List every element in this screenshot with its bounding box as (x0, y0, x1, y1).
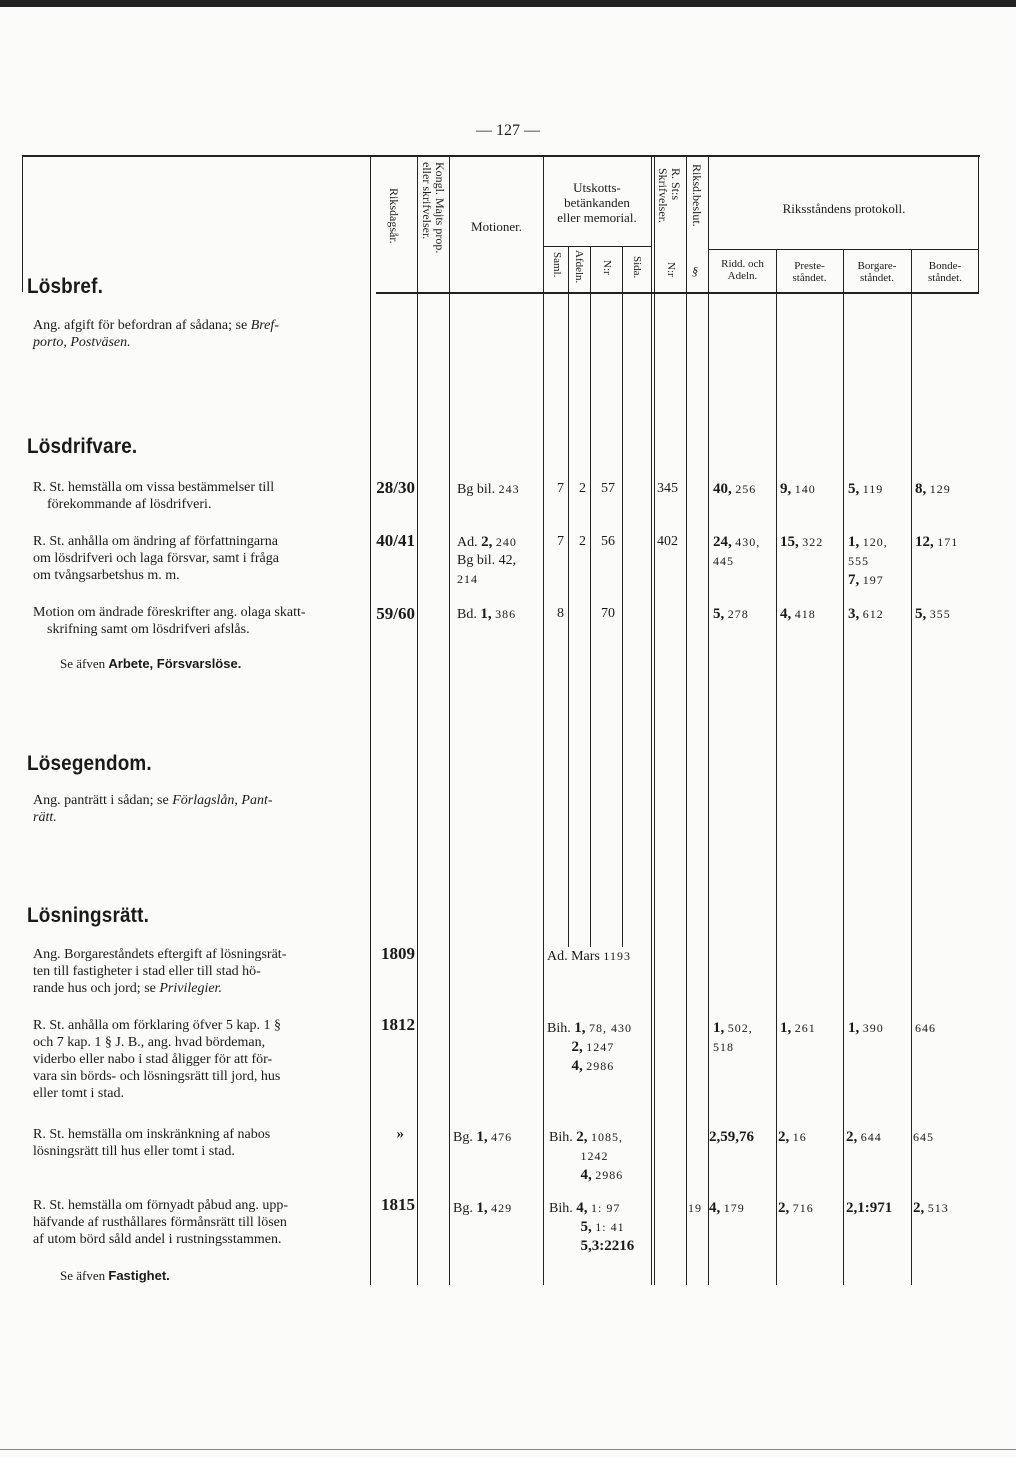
losningsratt-e3-mot-c: 476 (491, 1130, 513, 1144)
losningsratt-e2-utsk-1c: 78, 430 (588, 1021, 632, 1035)
losdrifvare-e2-line2: om lösdrifveri och laga försvar, samt i fråga (33, 551, 279, 566)
col-rule-8 (622, 247, 623, 947)
col-rule-12 (776, 249, 777, 1285)
losdrifvare-e1-rst: 345 (657, 481, 678, 496)
losningsratt-e2-bonde (915, 1019, 936, 1038)
header-borg-line1: Borgare- (857, 260, 897, 272)
losningsratt-e2-utsk (547, 1019, 632, 1076)
losningsratt-e4-prest-a: 2, (778, 1200, 790, 1216)
losdrifvare-e3-line1: Motion om ändrade föreskrifter ang. olaga skatt- (33, 605, 306, 620)
losningsratt-e3-utsk-3a: 4, (580, 1167, 592, 1183)
page-number: — 127 — (476, 122, 540, 139)
top-border (0, 0, 1016, 7)
losdrifvare-entry-3 (33, 604, 367, 638)
losningsratt-e3-bonde (913, 1128, 934, 1147)
losningsratt-e4-ridd-b: 179 (723, 1201, 745, 1215)
header-utskotts (543, 180, 651, 225)
losningsratt-e2-borg-a: 1, (848, 1020, 860, 1036)
section-title-losdrifvare: Lösdrifvare. (27, 435, 138, 458)
losningsratt-e3-line2: lösningsrätt till hus eller tomt i stad. (33, 1144, 235, 1159)
losningsratt-e4-utsk-3: 5,3:2216 (580, 1238, 635, 1254)
losdrifvare-e2-ridd (713, 533, 760, 571)
losdrifvare-e3-borg (848, 605, 884, 624)
losningsratt-e2-utsk-3a: 4, (571, 1058, 583, 1074)
losdrifvare-e2-motion (457, 533, 517, 589)
losdrifvare-e2-ridd-a: 24, (713, 534, 732, 550)
utskotts-sub-rule (543, 246, 651, 247)
col-rule-7 (590, 247, 591, 947)
col-rule-9b (654, 157, 655, 1285)
losningsratt-e3-line1: R. St. hemställa om inskränkning af nabos (33, 1127, 271, 1142)
losningsratt-see-also (60, 1268, 170, 1284)
header-riksd: Riksd.beslut. (690, 164, 704, 227)
losningsratt-e4-borg (846, 1199, 892, 1218)
col-rule-2 (370, 157, 371, 1285)
losegendom-e1-ref: Förlagslån, Pant- (172, 793, 273, 808)
losningsratt-e3-borg (846, 1128, 882, 1147)
losningsratt-e3-mot-a: Bg. (453, 1130, 473, 1145)
losdrifvare-e3-ridd-a: 5, (713, 606, 725, 622)
header-bonde (911, 260, 979, 284)
losningsratt-e4-utsk-2a: 5, (580, 1219, 592, 1235)
losdrifvare-e2-borg-b: 120, (862, 535, 888, 549)
losningsratt-e2-bonde-v: 646 (915, 1021, 936, 1035)
losningsratt-e2-line4: vara sin börds- och lösningsrätt till jord, hus (33, 1069, 281, 1084)
losdrifvare-e3-samt: 8 (557, 606, 564, 621)
losdrifvare-e2-nr: 56 (601, 534, 615, 549)
losningsratt-e3-utsk-2: 1242 (580, 1149, 609, 1163)
losningsratt-e3-ridd-v: 2,59,76 (709, 1129, 754, 1145)
col-rule-4 (449, 157, 450, 1285)
losdrifvare-e2-mot-2: Bg bil. 42, (457, 553, 517, 568)
losningsratt-e3-utsk-1b: 2, (576, 1129, 588, 1145)
header-rst-line2: Skrifvelser. (656, 168, 670, 223)
losdrifvare-e3-nr: 70 (601, 606, 615, 621)
losdrifvare-e3-bonde-b: 355 (929, 607, 951, 621)
losdrifvare-e2-ridd-b: 430, (735, 535, 761, 549)
header-riksd-symbol: § (692, 264, 698, 278)
losdrifvare-e3-ridd-b: 278 (727, 607, 749, 621)
losningsratt-e4-bonde-b: 513 (927, 1201, 949, 1215)
losdrifvare-e3-prest (780, 605, 816, 624)
losningsratt-e2-line1: R. St. anhålla om förklaring öfver 5 kap. 1 § (33, 1018, 282, 1033)
losningsratt-e3-borg-b: 644 (860, 1130, 882, 1144)
col-rule-5 (543, 157, 544, 1285)
bottom-border (0, 1449, 1016, 1450)
col-rule-11 (708, 157, 709, 1285)
losningsratt-e2-utsk-1b: 1, (574, 1020, 586, 1036)
losdrifvare-e1-prest-b: 140 (794, 482, 816, 496)
losningsratt-e2-ridd-c: 518 (713, 1040, 734, 1054)
losdrifvare-e2-prest-a: 15, (780, 534, 799, 550)
losdrifvare-e3-motion (457, 605, 516, 624)
losdrifvare-e1-samt: 7 (557, 481, 564, 496)
losdrifvare-e2-rst: 402 (657, 534, 678, 549)
losningsratt-entry-3 (33, 1126, 367, 1160)
col-rule-13 (843, 249, 844, 1285)
losdrifvare-e3-prest-a: 4, (780, 606, 792, 622)
losdrifvare-e1-nr: 57 (601, 481, 615, 496)
losningsratt-e4-line3: af utom börd såld andel i rustningsstammen. (33, 1232, 282, 1247)
losningsratt-e3-borg-a: 2, (846, 1129, 858, 1145)
losningsratt-see-ref: Fastighet. (108, 1268, 170, 1283)
header-rst (656, 168, 682, 223)
losdrifvare-e2-bonde-a: 12, (915, 534, 934, 550)
header-prest-line1: Preste- (794, 260, 825, 272)
losdrifvare-e1-year: 28/30 (376, 478, 415, 497)
losningsratt-e3-ridd (709, 1128, 754, 1147)
losdrifvare-e2-prest-b: 322 (802, 535, 824, 549)
losningsratt-e4-prest (778, 1199, 814, 1218)
losningsratt-e2-ridd-b: 502, (727, 1021, 753, 1035)
losningsratt-e4-riksd (688, 1199, 702, 1218)
losdrifvare-e1-afd: 2 (579, 481, 586, 496)
losdrifvare-e3-line2: skrifning samt om lösdrifveri afslås. (47, 622, 250, 637)
losningsratt-e4-borg-v: 2,1:971 (846, 1200, 893, 1216)
losdrifvare-e1-mot-a: Bg bil. (457, 482, 496, 497)
losningsratt-e4-year: 1815 (381, 1195, 415, 1214)
col-rule-6 (568, 247, 569, 947)
losdrifvare-e1-mot-b: 243 (498, 482, 520, 496)
header-borg (843, 260, 911, 284)
losningsratt-entry-4 (33, 1197, 367, 1248)
losdrifvare-entry-2 (33, 533, 367, 584)
losningsratt-e4-ridd-a: 4, (709, 1200, 721, 1216)
losningsratt-e2-line5: eller tomt i stad. (33, 1086, 124, 1101)
losegendom-e1-line2: rätt. (33, 810, 57, 825)
header-motioner: Motioner. (471, 219, 522, 234)
col-rule-3 (417, 157, 418, 1285)
losningsratt-e4-utsk-1a: Bih. (549, 1201, 573, 1216)
losningsratt-e4-bonde (913, 1199, 949, 1218)
col-rule-9 (651, 157, 652, 1285)
losdrifvare-e2-mot-3: 214 (457, 572, 478, 586)
losdrifvare-e2-afd: 2 (579, 534, 586, 549)
losdrifvare-e2-borg-c: 555 (848, 554, 869, 568)
header-utskotts-line3: eller memorial. (557, 210, 637, 225)
losdrifvare-e1-ridd (713, 480, 756, 499)
losdrifvare-e2-ridd-c: 445 (713, 554, 734, 568)
losbref-e1-line1: Ang. afgift för befordran af sådana; se (33, 318, 248, 333)
losningsratt-entry-1 (33, 946, 367, 997)
losdrifvare-e2-line1: R. St. anhålla om ändring af författningarna (33, 534, 278, 549)
losdrifvare-e1-bonde-a: 8, (915, 481, 927, 497)
losningsratt-e3-mot-b: 1, (476, 1129, 488, 1145)
losdrifvare-e1-bonde-b: 129 (929, 482, 951, 496)
header-utskotts-line1: Utskotts- (573, 180, 621, 195)
header-bonde-line2: ståndet. (928, 272, 962, 284)
header-prest (776, 260, 843, 284)
losdrifvare-e2-borg-d: 7, (848, 572, 860, 588)
losningsratt-see-prefix: Se äfven (60, 1268, 106, 1283)
losningsratt-e1-line2: ten till fastigheter i stad eller till stad hö- (33, 964, 261, 979)
losningsratt-e4-utsk-2b: 1: 41 (595, 1220, 625, 1234)
losdrifvare-e3-mot-a: Bd. (457, 607, 477, 622)
losningsratt-e2-year: 1812 (381, 1015, 415, 1034)
header-afdeln: Afdeln. (573, 250, 585, 284)
losdrifvare-e1-ridd-b: 256 (735, 482, 757, 496)
losningsratt-e4-motion (453, 1199, 512, 1218)
losdrifvare-e1-borg (848, 480, 883, 499)
losningsratt-e3-utsk-1a: Bih. (549, 1130, 573, 1145)
losningsratt-e2-prest-b: 261 (794, 1021, 816, 1035)
losdrifvare-e2-borg (848, 533, 888, 590)
section-title-losningsratt: Lösningsrätt. (27, 904, 150, 927)
losningsratt-e3-utsk-1c: 1085, (590, 1130, 623, 1144)
header-riksdagsar: Riksdagsår. (387, 188, 401, 244)
losdrifvare-e1-prest-a: 9, (780, 481, 792, 497)
losdrifvare-see-ref: Arbete, Försvarslöse. (108, 656, 242, 671)
losningsratt-e2-borg-b: 390 (862, 1021, 884, 1035)
losbref-entry-1 (33, 317, 367, 351)
losdrifvare-e3-borg-b: 612 (862, 607, 884, 621)
losdrifvare-e3-borg-a: 3, (848, 606, 860, 622)
header-rst-line1: R. St:s (669, 168, 683, 201)
header-nr: N:r (601, 260, 613, 275)
losdrifvare-e2-samt: 7 (557, 534, 564, 549)
losdrifvare-e1-ridd-a: 40, (713, 481, 732, 497)
losningsratt-e4-line1: R. St. hemställa om förnyadt påbud ang. upp- (33, 1198, 289, 1213)
header-bottom-rule (376, 292, 979, 294)
losdrifvare-e3-mot-c: 386 (495, 607, 517, 621)
losningsratt-e1-utsk-a: Ad. Mars (547, 949, 600, 964)
losningsratt-entry-2 (33, 1017, 367, 1102)
losdrifvare-entry-1 (33, 479, 367, 513)
losningsratt-e4-utsk-1b: 4, (576, 1200, 588, 1216)
losdrifvare-e3-year: 59/60 (376, 604, 415, 623)
losningsratt-e4-utsk-1c: 1: 97 (590, 1201, 621, 1215)
losdrifvare-e1-line2: förekommande af lösdrifveri. (47, 497, 212, 512)
header-ridd-line2: Adeln. (727, 270, 758, 282)
losningsratt-e1-line3: rande hus och jord; se (33, 981, 156, 996)
losningsratt-e3-prest (778, 1128, 807, 1147)
col-rule-10 (686, 157, 687, 1285)
losningsratt-e3-prest-b: 16 (792, 1130, 807, 1144)
losningsratt-e2-ridd (713, 1019, 753, 1057)
losningsratt-e3-prest-a: 2, (778, 1129, 790, 1145)
header-bonde-line1: Bonde- (928, 260, 962, 272)
losningsratt-e2-utsk-2a: 2, (571, 1039, 583, 1055)
losdrifvare-e3-bonde-a: 5, (915, 606, 927, 622)
section-title-losegendom: Lösegendom. (27, 752, 152, 775)
losdrifvare-e1-line1: R. St. hemställa om vissa bestämmelser till (33, 480, 275, 495)
losdrifvare-e3-prest-b: 418 (794, 607, 816, 621)
losdrifvare-e2-mot-1b: 2, (481, 534, 493, 550)
losdrifvare-e2-borg-e: 197 (862, 573, 884, 587)
losdrifvare-e2-bonde (915, 533, 958, 552)
header-kongl-line1: Kongl. Majts prop. (433, 162, 447, 254)
losningsratt-e3-bonde-v: 645 (913, 1130, 934, 1144)
losningsratt-e1-year: 1809 (381, 944, 415, 963)
losdrifvare-e1-prest (780, 480, 816, 499)
losbref-e1-ref: Bref- (250, 318, 279, 333)
losdrifvare-e1-bonde (915, 480, 951, 499)
header-ridd (709, 258, 776, 282)
losdrifvare-e2-mot-1c: 240 (495, 535, 517, 549)
losdrifvare-e2-bonde-b: 171 (937, 535, 959, 549)
col-rule-1 (22, 157, 23, 292)
losdrifvare-see-prefix: Se äfven (60, 656, 106, 671)
losdrifvare-e1-borg-b: 119 (862, 482, 884, 496)
losdrifvare-e1-motion (457, 480, 520, 499)
losegendom-entry-1 (33, 792, 367, 826)
header-protokoll: Riksståndens protokoll. (782, 201, 906, 216)
losningsratt-e4-mot-a: Bg. (453, 1201, 473, 1216)
losningsratt-e4-riksd-v: 19 (688, 1201, 702, 1215)
losningsratt-e4-utsk (549, 1199, 634, 1256)
header-borg-line2: ståndet. (860, 272, 894, 284)
losningsratt-e2-borg (848, 1019, 884, 1038)
header-sida: Sida. (631, 256, 643, 279)
losningsratt-e1-utsk (547, 947, 631, 966)
losningsratt-e4-mot-b: 1, (476, 1200, 488, 1216)
losningsratt-e2-line3: viderbo eller nabo i stad åligger för att för- (33, 1052, 273, 1067)
losningsratt-e1-utsk-b: 1193 (603, 949, 631, 963)
losegendom-e1-line1: Ang. panträtt i sådan; se (33, 793, 169, 808)
losningsratt-e4-line2: häfvande af rusthållares förmånsrätt till lösen (33, 1215, 287, 1230)
losningsratt-e3-motion (453, 1128, 512, 1147)
losdrifvare-e2-mot-1a: Ad. (457, 535, 478, 550)
losningsratt-e2-utsk-1a: Bih. (547, 1021, 571, 1036)
header-kongl (420, 162, 446, 253)
losdrifvare-e1-borg-a: 5, (848, 481, 860, 497)
losningsratt-e2-utsk-2b: 1247 (586, 1040, 615, 1054)
losningsratt-e2-prest-a: 1, (780, 1020, 792, 1036)
losningsratt-e4-mot-c: 429 (491, 1201, 513, 1215)
losningsratt-e1-ref: Privilegier. (159, 981, 222, 996)
section-title-losbref: Lösbref. (27, 275, 104, 298)
losdrifvare-e2-borg-a: 1, (848, 534, 860, 550)
header-rst-nr: N:r (665, 262, 677, 277)
losdrifvare-e3-bonde (915, 605, 951, 624)
losdrifvare-e2-prest (780, 533, 823, 552)
losningsratt-e2-line2: och 7 kap. 1 § J. B., ang. hvad bördeman, (33, 1035, 266, 1050)
header-samt: Saml. (551, 252, 563, 278)
table-top-rule (22, 155, 980, 157)
losningsratt-e4-ridd (709, 1199, 745, 1218)
losningsratt-e2-prest (780, 1019, 816, 1038)
losbref-e1-line2: porto, Postväsen. (33, 335, 131, 350)
losdrifvare-e2-line3: om tvångsarbetshus m. m. (33, 568, 180, 583)
header-prest-line2: ståndet. (792, 272, 827, 284)
col-rule-14 (911, 249, 912, 1285)
losdrifvare-e2-year: 40/41 (376, 531, 415, 550)
header-kongl-line2: eller skrifvelser. (420, 162, 434, 240)
losningsratt-e1-line1: Ang. Borgareståndets eftergift af lösningsrät- (33, 947, 287, 962)
losdrifvare-e3-mot-b: 1, (480, 606, 492, 622)
losningsratt-e3-year: » (396, 1126, 404, 1142)
losdrifvare-see-also (60, 656, 241, 672)
losningsratt-e2-ridd-a: 1, (713, 1020, 725, 1036)
losdrifvare-e3-ridd (713, 605, 749, 624)
losningsratt-e4-bonde-a: 2, (913, 1200, 925, 1216)
losningsratt-e3-utsk-3b: 2986 (595, 1168, 624, 1182)
losningsratt-e4-prest-b: 716 (792, 1201, 814, 1215)
header-ridd-line1: Ridd. och (721, 258, 764, 270)
protokoll-sub-rule (709, 249, 979, 250)
losningsratt-e2-utsk-3b: 2986 (586, 1059, 615, 1073)
header-utskotts-line2: betänkanden (564, 195, 630, 210)
losningsratt-e3-utsk (549, 1128, 623, 1185)
